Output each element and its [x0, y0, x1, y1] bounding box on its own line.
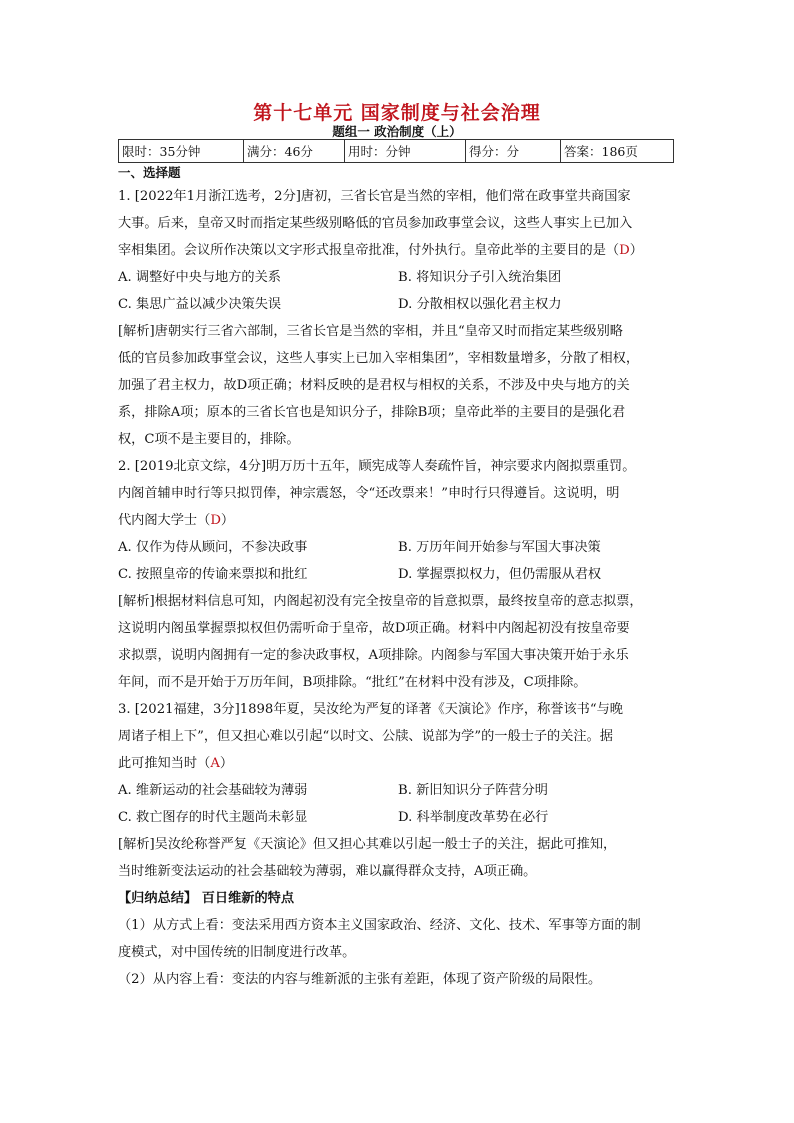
analysis-line: 权，C项不是主要目的，排除。: [118, 432, 300, 447]
time-limit-cell: 限时：35分钟: [119, 140, 244, 163]
option-b: B. 万历年间开始参与军国大事决策: [398, 540, 601, 555]
option-a: A. 维新运动的社会基础较为薄弱: [118, 783, 308, 798]
summary-line: （2）从内容上看：变法的内容与维新派的主张有差距，体现了资产阶级的局限性。: [118, 972, 602, 987]
info-table: [118, 139, 674, 163]
question-line: 大事。后来，皇帝又时而指定某些级别略低的官员参加政事堂会议，这些人事实上已加入: [118, 216, 633, 231]
option-c: C. 救亡图存的时代主题尚未彰显: [118, 810, 308, 825]
full-score-cell: 满分：46分: [244, 140, 345, 163]
question-line: 周诸子相上下”，但又担心难以引起“以时文、公牍、说部为学”的一般士子的关注。据: [118, 729, 613, 744]
question-line: 2. [2019北京文综，4分]明万历十五年，顾宪成等人奏疏忤旨，神宗要求内阁拟票重罚。: [118, 459, 636, 474]
question-text: ）: [629, 243, 643, 258]
section-title: 一、选择题: [118, 165, 181, 180]
analysis-line: 加强了君主权力，故D项正确；材料反映的是君权与相权的关系，不涉及中央与地方的关: [118, 378, 630, 393]
question-line: 1. [2022年1月浙江选考，2分]唐初，三省长官是当然的宰相，他们常在政事堂共商国家: [118, 189, 631, 204]
options-row: [118, 804, 678, 831]
answer-letter: D: [619, 243, 630, 258]
option-b: B. 将知识分子引入统治集团: [398, 270, 562, 285]
option-a: A. 调整好中央与地方的关系: [118, 270, 281, 285]
analysis-line: [解析]根据材料信息可知，内阁起初没有完全按皇帝的旨意拟票，最终按皇帝的意志拟票，: [118, 594, 643, 609]
options-row: [118, 561, 678, 588]
answer-letter: D: [210, 513, 221, 528]
summary-section: [118, 885, 678, 993]
question-text: 此可推知当时（: [118, 756, 211, 771]
summary-line: （1）从方式上看：变法采用西方资本主义国家政治、经济、文化、技术、军事等方面的制: [118, 918, 641, 933]
question-line: [118, 237, 678, 264]
option-d: D. 掌握票拟权力，但仍需服从君权: [398, 567, 602, 582]
options-row: [118, 264, 678, 291]
score-cell: 得分：分: [466, 140, 561, 163]
option-b: B. 新旧知识分子阵营分明: [398, 783, 548, 798]
content-body: [118, 163, 678, 993]
options-row: [118, 291, 678, 318]
analysis-line: [解析]吴汝纶称誉严复《天演论》但又担心其难以引起一般士子的关注，据此可推知，: [118, 837, 617, 852]
summary-line: 度模式，对中国传统的旧制度进行改革。: [118, 945, 356, 960]
question-line: [118, 750, 678, 777]
question-3: [118, 696, 678, 885]
summary-heading: 【归纳总结】 百日维新的特点: [118, 891, 295, 906]
analysis-line: 低的官员参加政事堂会议，这些人事实上已加入宰相集团”，宰相数量增多，分散了相权，: [118, 351, 640, 366]
question-text: 宰相集团。会议所作决策以文字形式报皇帝批准，付外执行。皇帝此举的主要目的是（: [118, 243, 620, 258]
question-line: [118, 507, 678, 534]
question-text: ）: [219, 756, 234, 771]
question-2: [118, 453, 678, 696]
time-used-cell: 用时：分钟: [345, 140, 466, 163]
option-c: C. 集思广益以减少决策失误: [118, 297, 282, 312]
question-line: 3. [2021福建，3分]1898年夏，吴汝纶为严复的译著《天演论》作序，称誉该书“与晚: [118, 702, 623, 717]
option-d: D. 分散相权以强化君主权力: [398, 297, 562, 312]
options-row: [118, 534, 678, 561]
group-subtitle: 题组一 政治制度（上）: [332, 124, 462, 139]
question-text: 代内阁大学士（: [118, 513, 211, 528]
answer-letter: A: [210, 756, 220, 771]
analysis-line: 系，排除A项；原本的三省长官也是知识分子，排除B项；皇帝此举的主要目的是强化君: [118, 405, 626, 420]
question-1: [118, 183, 678, 453]
option-c: C. 按照皇帝的传谕来票拟和批红: [118, 567, 308, 582]
analysis-line: [解析]唐朝实行三省六部制，三省长官是当然的宰相，并且“皇帝又时而指定某些级别略: [118, 324, 623, 339]
unit-title: 第十七单元 国家制度与社会治理: [253, 102, 541, 124]
options-row: [118, 777, 678, 804]
analysis-line: 年间，而不是开始于万历年间，B项排除。“批红”在材料中没有涉及，C项排除。: [118, 675, 587, 690]
question-line: 内阁首辅申时行等只拟罚俸，神宗震怒，令“还改票来！”申时行只得遵旨。这说明，明: [118, 486, 620, 501]
option-d: D. 科举制度改革势在必行: [398, 810, 549, 825]
analysis-line: 求拟票，说明内阁拥有一定的参决政事权，A项排除。内阁参与军国大事决策开始于永乐: [118, 648, 629, 663]
question-text: ）: [220, 513, 235, 528]
analysis-line: 当时维新变法运动的社会基础较为薄弱，难以赢得群众支持，A项正确。: [118, 864, 537, 879]
answer-page-cell: 答案：186页: [561, 140, 674, 163]
option-a: A. 仅作为侍从顾问，不参决政事: [118, 540, 308, 555]
analysis-line: 这说明内阁虽掌握票拟权但仍需听命于皇帝，故D项正确。材料中内阁起初没有按皇帝要: [118, 621, 630, 636]
